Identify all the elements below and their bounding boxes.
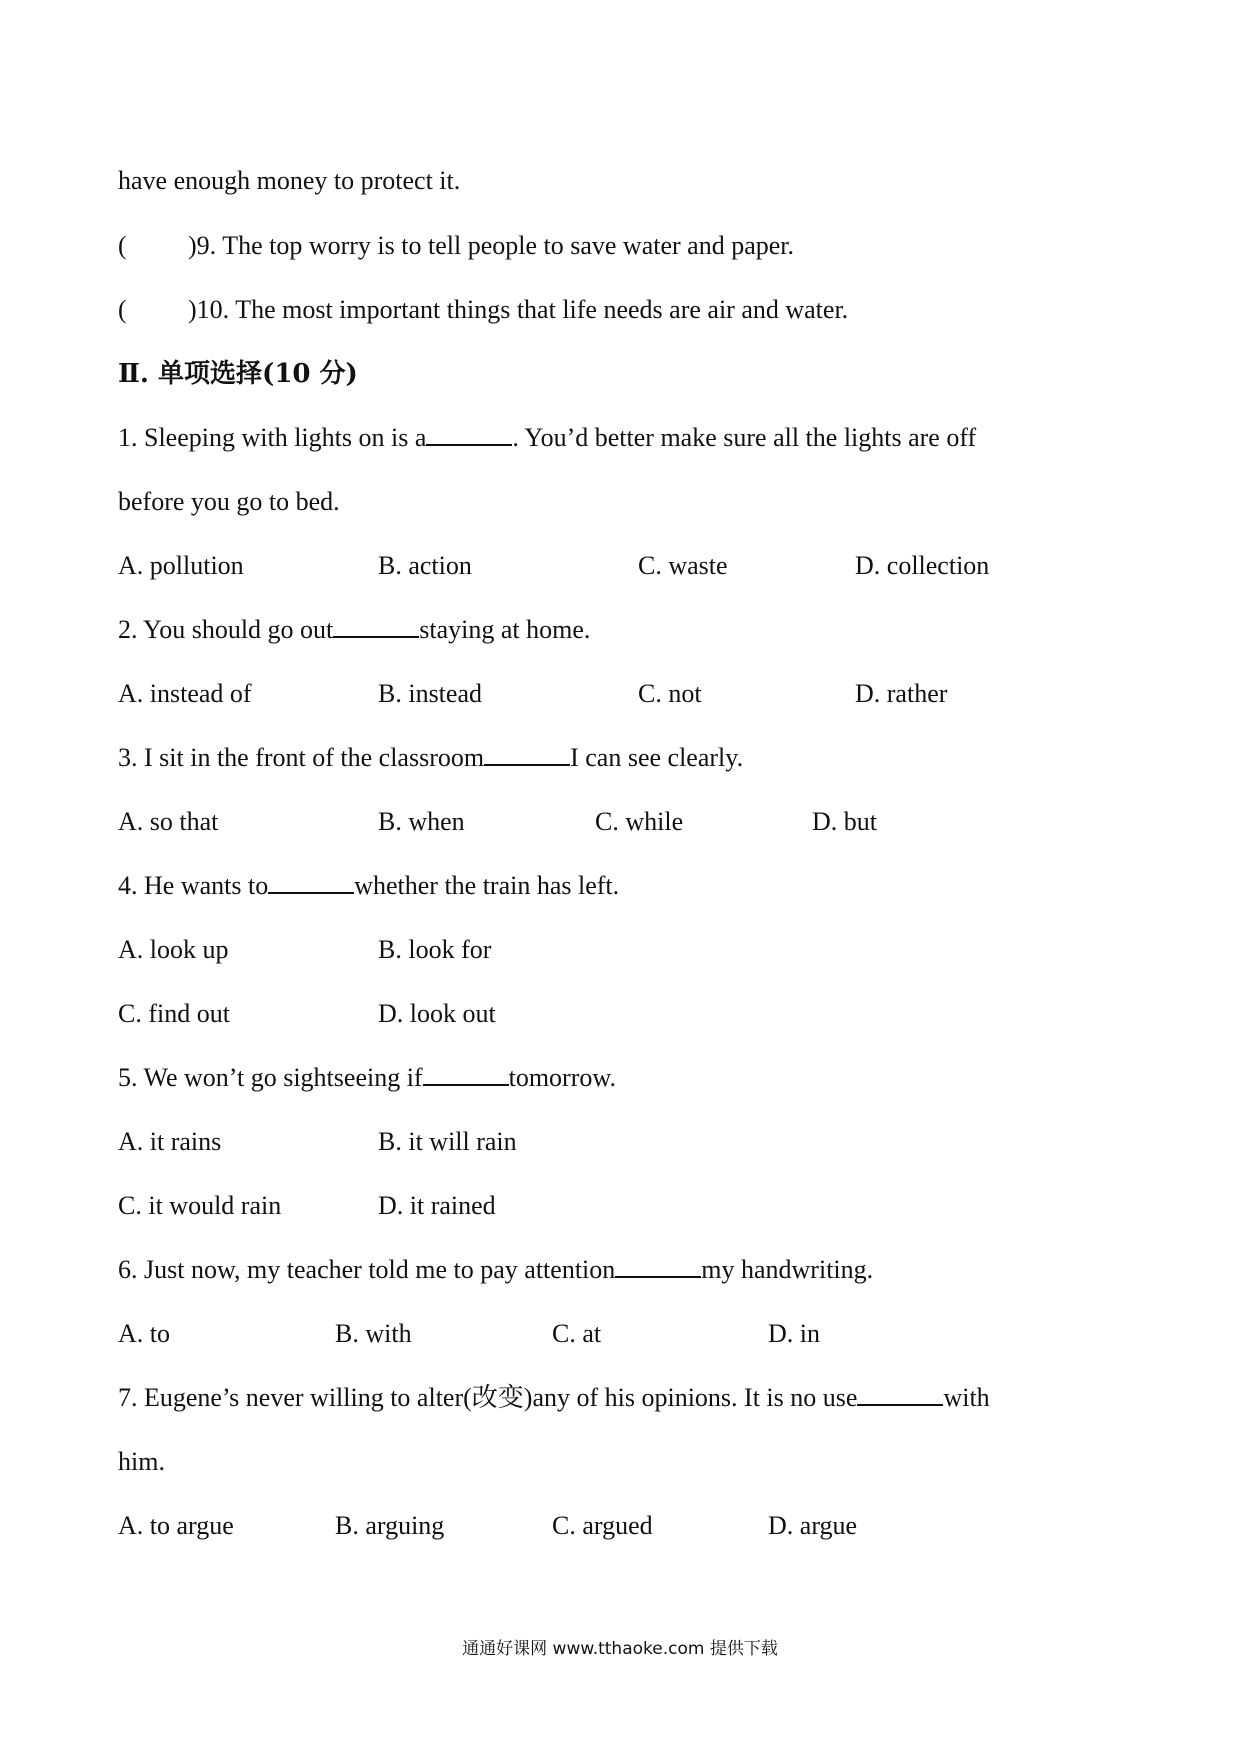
q2-option-b: B. instead bbox=[378, 679, 482, 708]
q2-option-c: C. not bbox=[638, 679, 702, 708]
tf-item-10 bbox=[118, 293, 848, 327]
question-6-post: my handwriting. bbox=[701, 1255, 874, 1284]
answer-blank bbox=[426, 422, 512, 446]
q6-option-c: C. at bbox=[552, 1319, 602, 1348]
question-7-pre: 7. Eugene’s never willing to alter(改变)any of his opinions. It is no use bbox=[118, 1383, 858, 1412]
question-1-cont: before you go to bed. bbox=[118, 487, 340, 516]
q5-option-c: C. it would rain bbox=[118, 1191, 282, 1220]
tf-item-9 bbox=[118, 229, 794, 263]
page-footer: 通通好课网 www.tthaoke.com 提供下载 bbox=[462, 1639, 778, 1659]
question-3-post: I can see clearly. bbox=[570, 743, 744, 772]
tf-item-10-paren: ( bbox=[118, 295, 127, 324]
question-2 bbox=[118, 613, 590, 647]
q1-option-b: B. action bbox=[378, 551, 472, 580]
q5-option-a: A. it rains bbox=[118, 1127, 222, 1156]
question-4 bbox=[118, 869, 619, 903]
q4-option-a: A. look up bbox=[118, 935, 229, 964]
question-2-pre: 2. You should go out bbox=[118, 615, 334, 644]
answer-blank bbox=[333, 614, 419, 638]
question-4-post: whether the train has left. bbox=[354, 871, 620, 900]
answer-blank bbox=[615, 1254, 701, 1278]
q2-option-d: D. rather bbox=[855, 679, 948, 708]
question-3-pre: 3. I sit in the front of the classroom bbox=[118, 743, 485, 772]
question-5-pre: 5. We won’t go sightseeing if bbox=[118, 1063, 423, 1092]
q3-option-d: D. but bbox=[812, 807, 877, 836]
q6-option-d: D. in bbox=[768, 1319, 820, 1348]
question-1-pre: 1. Sleeping with lights on is a bbox=[118, 423, 427, 452]
q7-option-c: C. argued bbox=[552, 1511, 653, 1540]
q1-option-d: D. collection bbox=[855, 551, 990, 580]
q4-option-d: D. look out bbox=[378, 999, 496, 1028]
continuation-text: have enough money to protect it. bbox=[118, 166, 461, 195]
q1-option-c: C. waste bbox=[638, 551, 728, 580]
tf-item-9-paren: ( bbox=[118, 231, 127, 260]
question-7 bbox=[118, 1381, 1128, 1415]
question-7-text bbox=[118, 1381, 990, 1415]
question-4-pre: 4. He wants to bbox=[118, 871, 269, 900]
q4-option-b: B. look for bbox=[378, 935, 492, 964]
q4-option-c: C. find out bbox=[118, 999, 230, 1028]
q3-option-b: B. when bbox=[378, 807, 465, 836]
q3-option-a: A. so that bbox=[118, 807, 219, 836]
question-5 bbox=[118, 1061, 616, 1095]
question-1 bbox=[118, 421, 1128, 455]
answer-blank bbox=[857, 1382, 943, 1406]
q7-option-d: D. argue bbox=[768, 1511, 858, 1540]
answer-blank bbox=[484, 742, 570, 766]
question-7-post: with bbox=[943, 1383, 990, 1412]
q6-option-a: A. to bbox=[118, 1319, 170, 1348]
q6-option-b: B. with bbox=[335, 1319, 412, 1348]
question-6 bbox=[118, 1253, 873, 1287]
q2-option-a: A. instead of bbox=[118, 679, 252, 708]
answer-blank bbox=[423, 1062, 509, 1086]
q7-option-b: B. arguing bbox=[335, 1511, 445, 1540]
question-7-cont: him. bbox=[118, 1447, 165, 1476]
tf-item-9-text: )9. The top worry is to tell people to save water and paper. bbox=[188, 231, 795, 260]
question-1-post: . You’d better make sure all the lights are off bbox=[512, 423, 977, 452]
q7-option-a: A. to argue bbox=[118, 1511, 234, 1540]
answer-blank bbox=[268, 870, 354, 894]
tf-item-10-text: )10. The most important things that life needs are air and water. bbox=[188, 295, 849, 324]
q5-option-d: D. it rained bbox=[378, 1191, 496, 1220]
section-heading: Ⅱ. 单项选择(10 分) bbox=[118, 359, 358, 389]
question-2-post: staying at home. bbox=[419, 615, 591, 644]
question-1-text bbox=[118, 421, 976, 455]
q1-option-a: A. pollution bbox=[118, 551, 244, 580]
question-6-pre: 6. Just now, my teacher told me to pay attention bbox=[118, 1255, 616, 1284]
question-5-post: tomorrow. bbox=[508, 1063, 616, 1092]
q5-option-b: B. it will rain bbox=[378, 1127, 517, 1156]
question-3 bbox=[118, 741, 743, 775]
q3-option-c: C. while bbox=[595, 807, 684, 836]
